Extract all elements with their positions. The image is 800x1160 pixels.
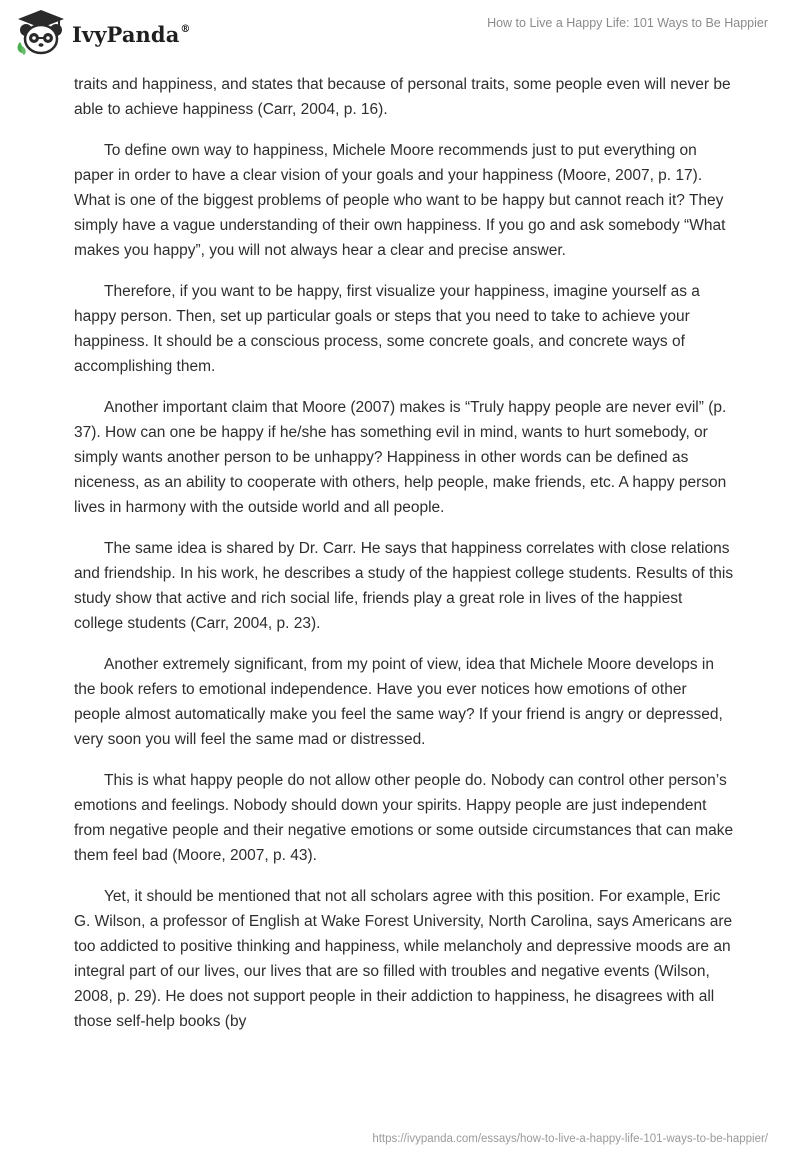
- registered-mark: ®: [180, 23, 191, 35]
- source-url[interactable]: https://ivypanda.com/essays/how-to-live-a-happy-life-101-ways-to-be-happier/: [372, 1133, 768, 1145]
- paragraph: To define own way to happiness, Michele Moore recommends just to put everything on paper in order to have a clear vision of your goals and your happiness (Moore, 2007, p. 17). What is one of the biggest problems of people who want to be happy but cannot reach it? They simply have a vague understanding of their own happiness. If you go and ask somebody “What makes you happy”, you will not always hear a clear and precise answer.: [74, 142, 726, 259]
- logo-name: IvyPanda: [72, 21, 180, 47]
- paragraph: Another extremely significant, from my point of view, idea that Michele Moore develops in the book refers to emotional independence. Have you ever notices how emotions of other people almost automatically make you feel the same way? If your friend is angry or depressed, very soon you will feel the same mad or distressed.: [74, 656, 723, 748]
- ivypanda-logo[interactable]: [14, 8, 191, 56]
- panda-graduate-icon: [14, 8, 68, 56]
- paragraph: Another important claim that Moore (2007) makes is “Truly happy people are never evil” (p. 37). How can one be happy if he/she has something evil in mind, wants to hurt somebody, or simply wants another person to be unhappy? Happiness in other words can be defined as niceness, as an ability to cooperate with others, help people, make friends, etc. A happy person lives in harmony with the outside world and all people.: [74, 399, 727, 516]
- logo-wordmark: [72, 22, 191, 47]
- paragraph: traits and happiness, and states that because of personal traits, some people even will never be able to achieve happiness (Carr, 2004, p. 16).: [74, 76, 731, 118]
- paragraph: The same idea is shared by Dr. Carr. He says that happiness correlates with close relations and friendship. In his work, he describes a study of the happiest college students. Results of this study show that active and rich social life, friends play a great role in lives of the happiest college students (Carr, 2004, p. 23).: [74, 540, 734, 632]
- page-header: [0, 0, 800, 62]
- paragraph: Therefore, if you want to be happy, first visualize your happiness, imagine yourself as a happy person. Then, set up particular goals or steps that you need to take to achieve your happiness. It should be a conscious process, some concrete goals, and concrete ways of accomplishing them.: [74, 283, 700, 375]
- essay-body: [74, 72, 734, 1050]
- paragraph: This is what happy people do not allow other people do. Nobody can control other person’s emotions and feelings. Nobody should down your spirits. Happy people are just independent from negative people and their negative emotions or some outside circumstances that can make them feel bad (Moore, 2007, p. 43).: [74, 772, 734, 864]
- paragraph: Yet, it should be mentioned that not all scholars agree with this position. For example, Eric G. Wilson, a professor of English at Wake Forest University, North Carolina, says Americans are too addicted to positive thinking and happiness, while melancholy and depressive moods are an integral part of our lives, our lives that are so filled with troubles and negative events (Wilson, 2008, p. 29). He does not support people in their addiction to happiness, he disagrees with all those self-help books (by: [74, 888, 733, 1030]
- document-title: How to Live a Happy Life: 101 Ways to Be Happier: [487, 16, 768, 30]
